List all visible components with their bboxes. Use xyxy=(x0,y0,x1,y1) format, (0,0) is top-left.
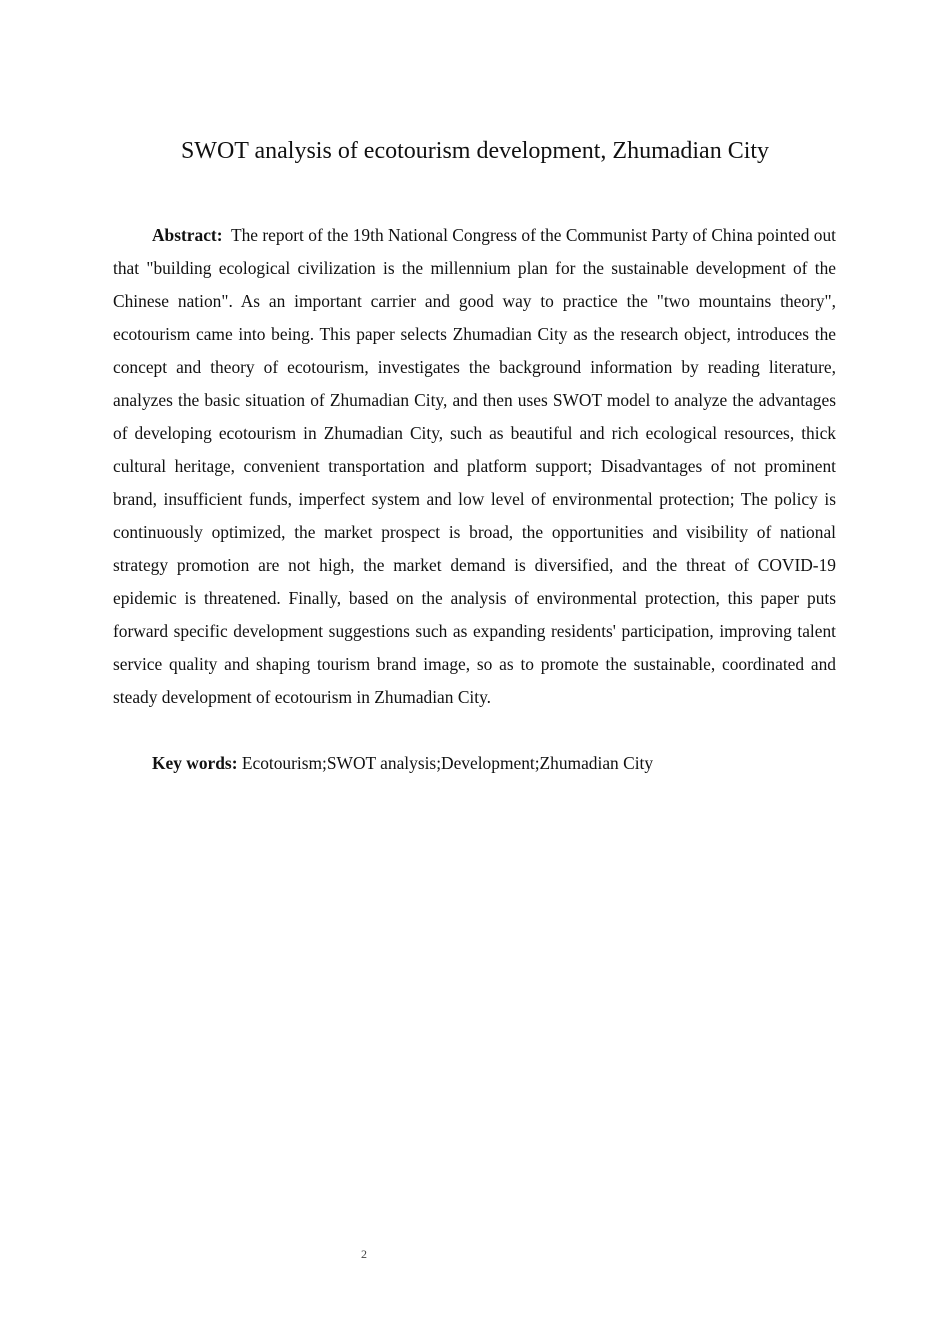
page-number: 2 xyxy=(361,1247,367,1261)
keywords-text: Ecotourism;SWOT analysis;Development;Zhumadian City xyxy=(241,753,654,773)
abstract-paragraph xyxy=(113,219,836,714)
keywords-paragraph xyxy=(113,747,836,780)
abstract-text: The report of the 19th National Congress of the Communist Party of China pointed out that "building ecological civilization is the millennium plan for the sustainable development of the Chinese nation". As an important carrier and good way to practice the "two mountains theory", ecotourism came into being. This paper selects Zhumadian City as the research object, introduces the concept and theory of ecotourism, investigates the background information by reading literature, analyzes the basic situation of Zhumadian City, and then uses SWOT model to analyze the advantages of developing ecotourism in Zhumadian City, such as beautiful and rich ecological resources, thick cultural heritage, convenient transportation and platform support; Disadvantages of not prominent brand, insufficient funds, imperfect system and low level of environmental protection; The policy is continuously optimized, the market prospect is broad, the opportunities and visibility of national strategy promotion are not high, the market demand is diversified, and the threat of COVID-19 epidemic is threatened. Finally, based on the analysis of environmental protection, this paper puts forward specific development suggestions such as expanding residents' participation, improving talent service quality and shaping tourism brand image, so as to promote the sustainable, coordinated and steady development of ecotourism in Zhumadian City. xyxy=(113,225,836,707)
paper-title: SWOT analysis of ecotourism development, Zhumadian City xyxy=(180,138,770,164)
keywords-label: Key words: xyxy=(152,753,238,773)
abstract-label: Abstract: xyxy=(152,225,223,245)
